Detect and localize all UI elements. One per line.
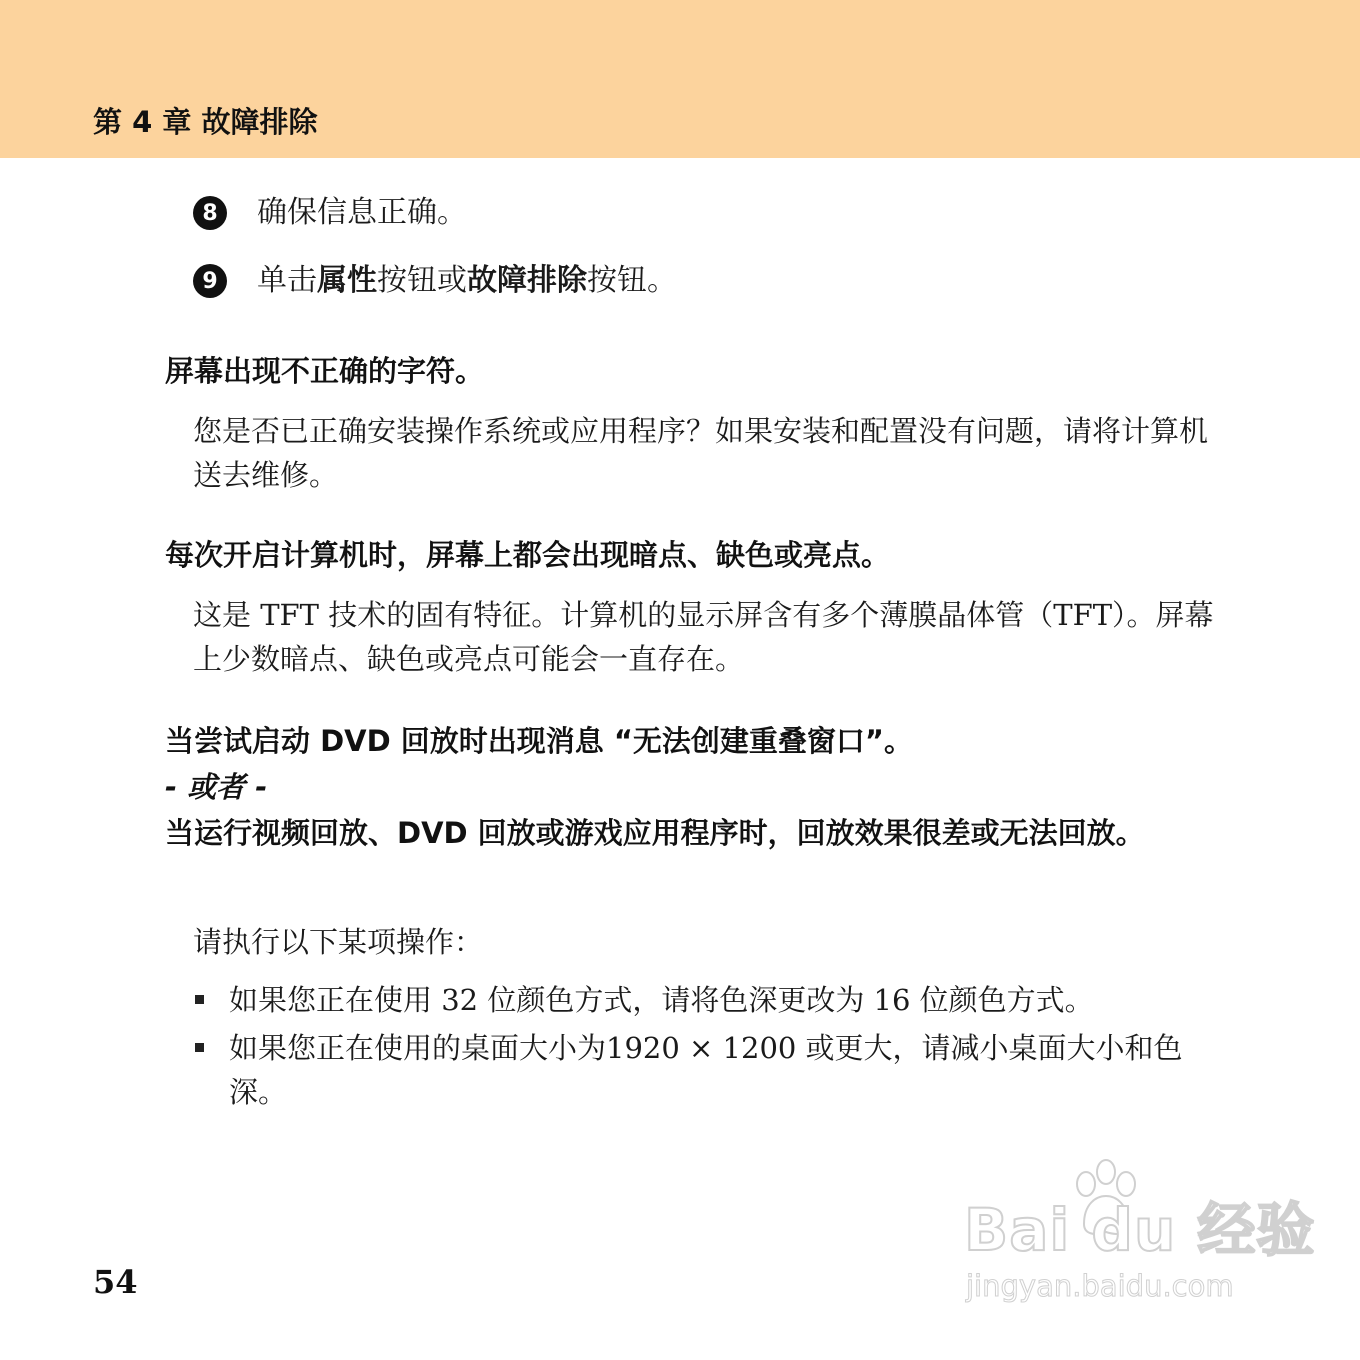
chapter-title: 第 4 章 故障排除: [93, 105, 318, 139]
list-item: [193, 978, 1233, 1022]
step-text-segment: 单击: [257, 263, 317, 298]
action-bullet-list: [193, 978, 1233, 1118]
page-number: 54: [93, 1263, 138, 1301]
step-text-segment: 确保信息正确。: [257, 195, 467, 230]
section-heading-dark-bright-dots: 每次开启计算机时，屏幕上都会出现暗点、缺色或亮点。: [165, 538, 891, 572]
section-body-do-one-of: 请执行以下某项操作：: [193, 925, 484, 959]
ui-term-properties: 属性: [317, 263, 377, 298]
step-number-badge: 8: [193, 196, 227, 230]
section-body-incorrect-characters: 您是否已正确安装操作系统或应用程序？如果安装和配置没有问题，请将计算机送去维修。: [193, 414, 1209, 492]
list-item: [193, 1026, 1233, 1114]
list-item-text: 如果您正在使用的桌面大小为1920 × 1200 或更大，请减小桌面大小和色深。: [229, 1031, 1183, 1109]
step-9: [193, 261, 677, 301]
ui-term-troubleshoot: 故障排除: [467, 263, 587, 298]
or-separator: - 或者 -: [165, 770, 268, 804]
watermark-brand: Bai du 经验: [964, 1196, 1316, 1264]
section-heading-incorrect-characters: 屏幕出现不正确的字符。: [165, 354, 485, 388]
step-text: [257, 193, 467, 233]
list-item-text: 如果您正在使用 32 位颜色方式，请将色深更改为 16 位颜色方式。: [229, 983, 1094, 1017]
step-text-segment: 按钮。: [587, 263, 677, 298]
square-bullet-icon: [195, 995, 204, 1004]
baidu-jingyan-watermark: [962, 1158, 1316, 1308]
section-heading-dvd-overlay: [165, 718, 1235, 856]
step-text: [257, 261, 677, 301]
heading-poor-playback: 当运行视频回放、DVD 回放或游戏应用程序时，回放效果很差或无法回放。: [165, 816, 1145, 850]
step-number-badge: 9: [193, 264, 227, 298]
heading-dvd-overlay-message: 当尝试启动 DVD 回放时出现消息 “无法创建重叠窗口”。: [165, 724, 913, 758]
watermark-url: jingyan.baidu.com: [966, 1269, 1234, 1303]
step-text-segment: 按钮或: [377, 263, 467, 298]
step-8: [193, 193, 467, 233]
square-bullet-icon: [195, 1043, 204, 1052]
section-body-dark-bright-dots: 这是 TFT 技术的固有特征。计算机的显示屏含有多个薄膜晶体管（TFT）。屏幕上少数暗点、缺色或亮点可能会一直存在。: [193, 598, 1214, 676]
